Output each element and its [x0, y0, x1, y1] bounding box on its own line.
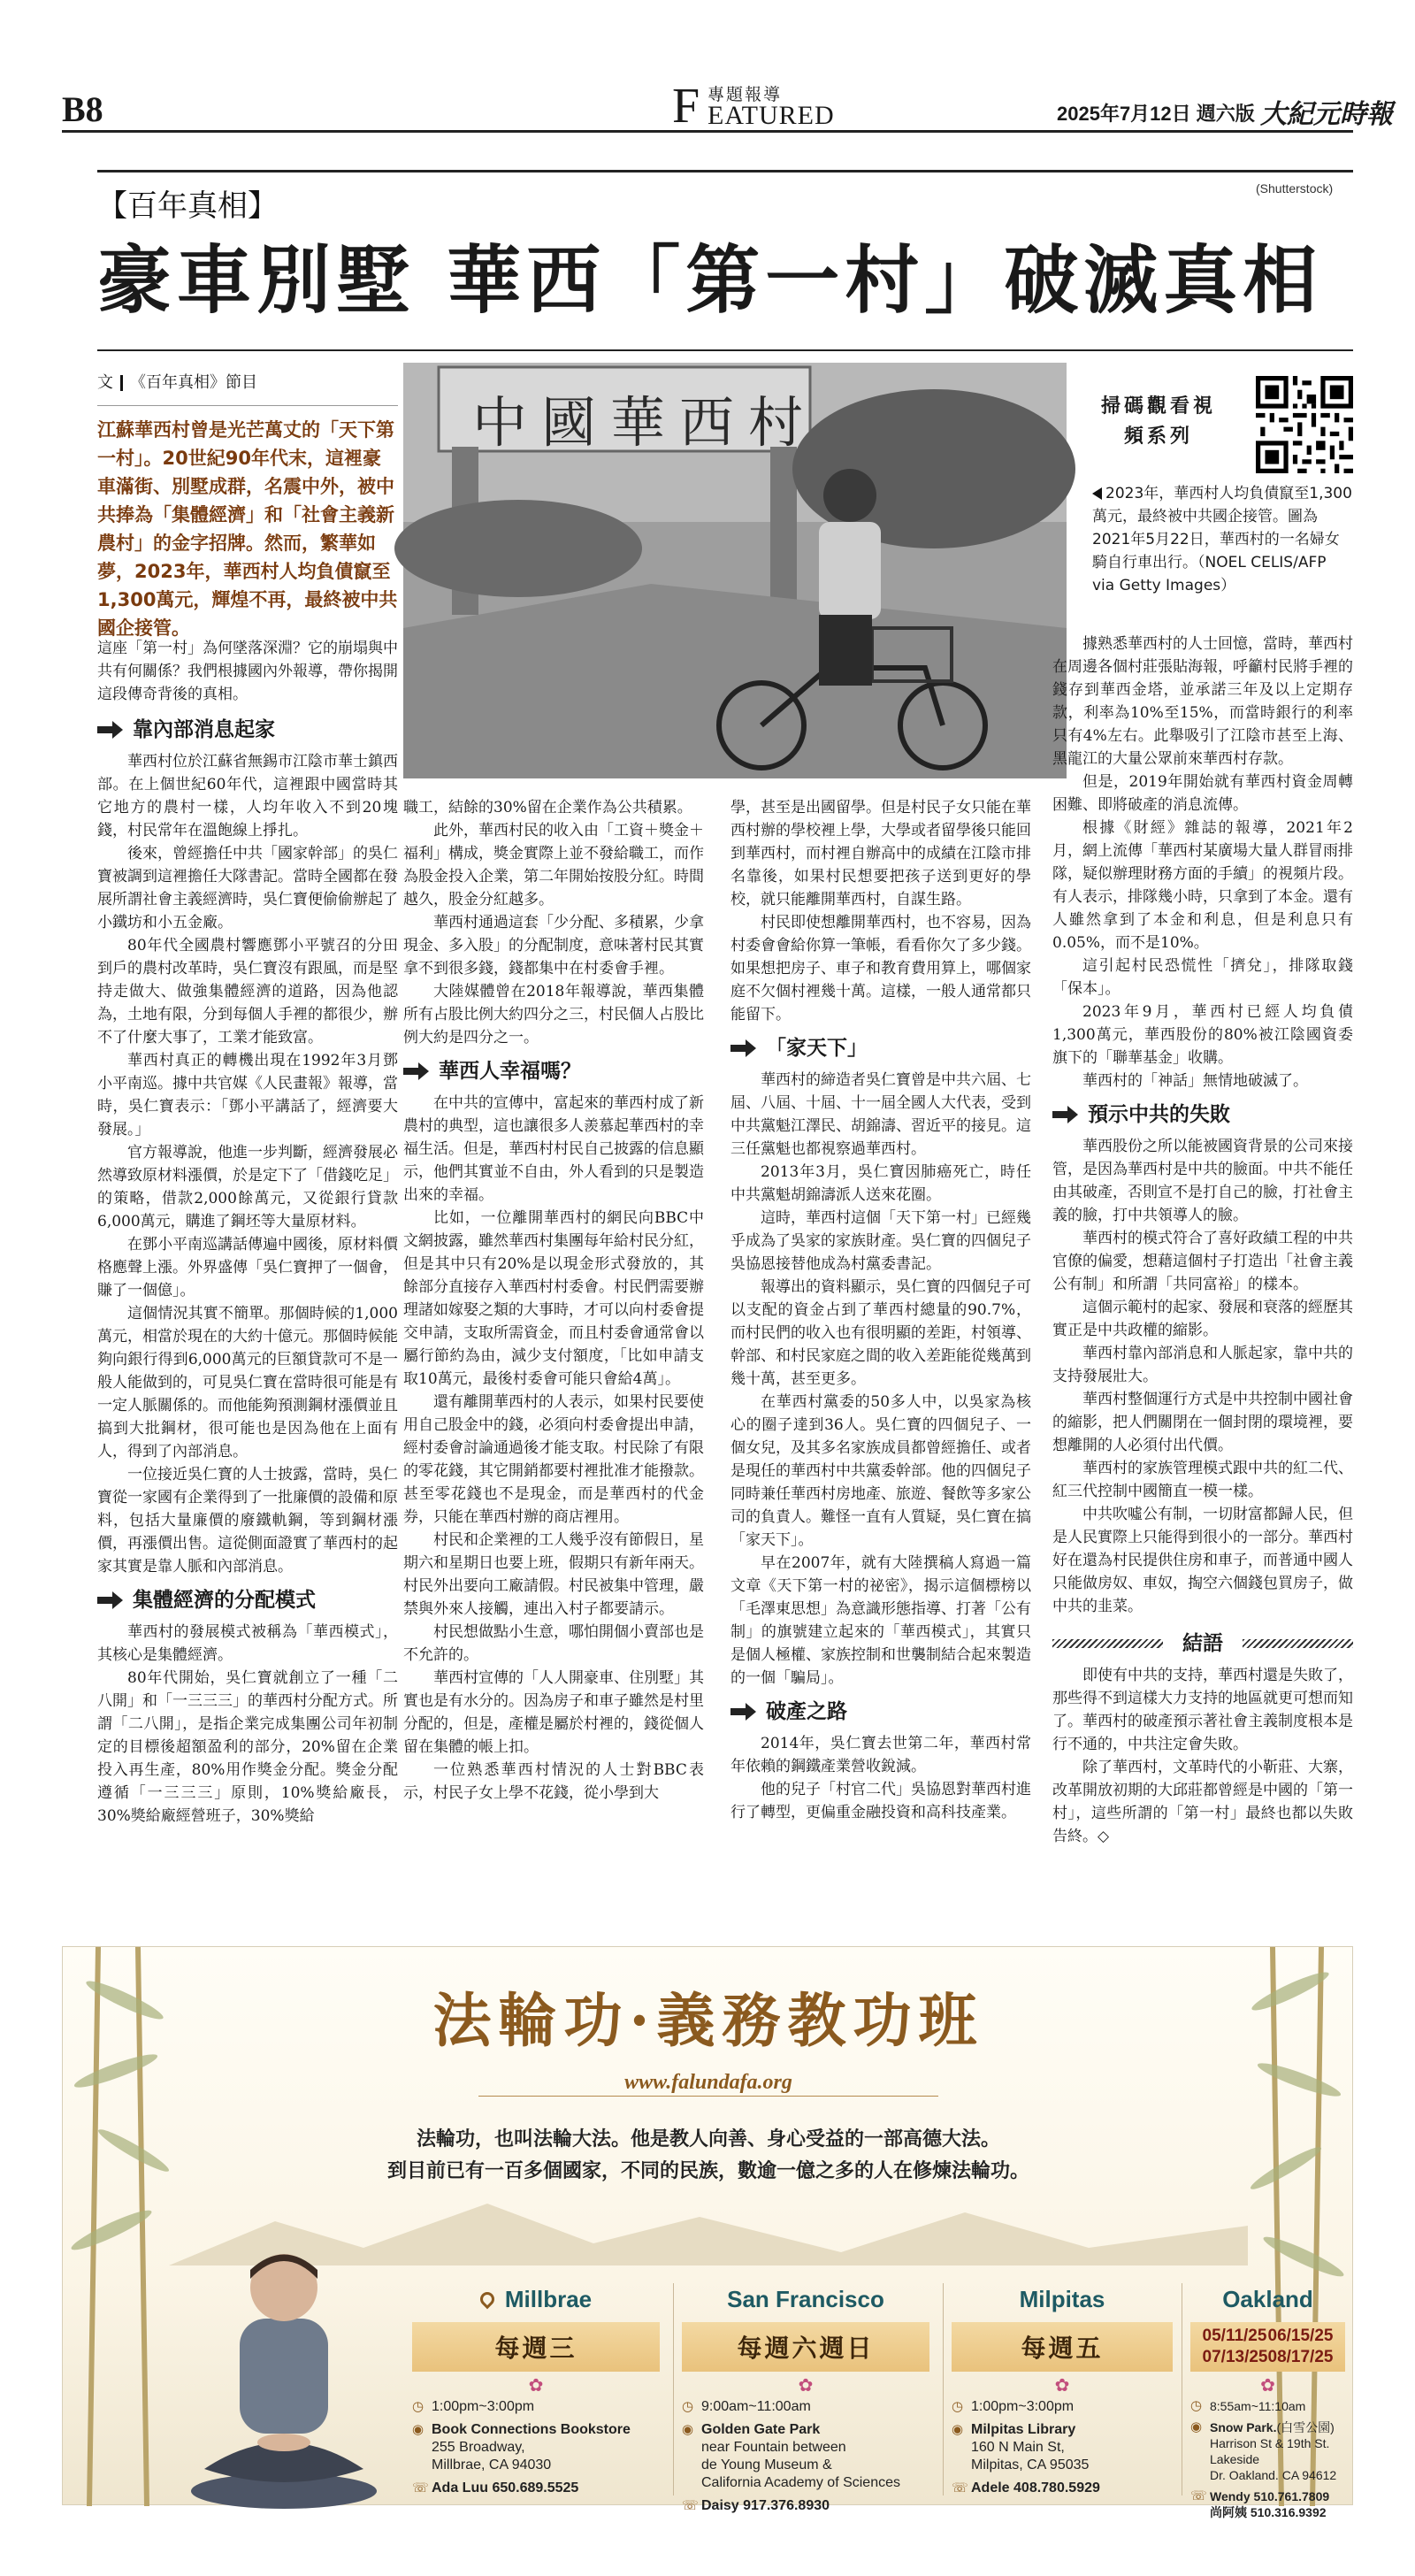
- venue-row: [952, 2421, 1173, 2474]
- subhead: [97, 718, 398, 741]
- subhead-text: 集體經濟的分配模式: [133, 1589, 316, 1612]
- paragraph: 這個示範村的起家、發展和衰落的經歷其實正是中共政權的縮影。: [1052, 1299, 1353, 1339]
- paragraph: 80年代全國農村響應鄧小平號召的分田到戶的農村改革時，吳仁寶沒有跟風，而是堅持走做大、做強集體經濟的道路，因為他認為，土地有限，分到每個人手裡的都很少，辦不了什麼大事了，工業才能致富。: [97, 937, 398, 1046]
- photo-caption: [1092, 482, 1353, 597]
- map-pin-icon: [478, 2289, 498, 2310]
- location-dates: [1190, 2322, 1345, 2372]
- location-city-label: Oakland: [1222, 2285, 1313, 2312]
- paragraph: 華西村位於江蘇省無錫市江陰市華士鎮西部。在上個世紀60年代，這裡跟中國當時其它地方的農村一樣，人均年收入不到20塊錢，村民常年在溫飽線上掙扎。: [97, 753, 398, 840]
- hatch-divider: [1052, 1639, 1163, 1648]
- location-details: [412, 2398, 660, 2497]
- paragraph: 此外，華西村民的收入由「工資＋獎金＋福利」構成，獎金實際上並不發給職工，而作為股金投入企業，第二年開始按股分紅。時間越久，股金分紅越多。: [403, 822, 704, 908]
- page-number: B8: [62, 89, 103, 129]
- class-date: 06/15/25: [1267, 2327, 1334, 2345]
- paragraph: 華西村的「神話」無情地破滅了。: [1082, 1072, 1308, 1090]
- location-city: [952, 2283, 1173, 2315]
- conclusion-heading-text: 結語: [1182, 1632, 1223, 1655]
- qr-block: [1092, 376, 1353, 482]
- contact-info[interactable]: Adele 408.780.5929: [971, 2480, 1100, 2496]
- venue-name: Book Connections Bookstore: [432, 2422, 631, 2437]
- phone-icon: ☏: [1190, 2488, 1207, 2503]
- location-schedule: 每週三: [412, 2322, 660, 2372]
- subhead-text: 華西人幸福嗎？: [439, 1060, 581, 1083]
- column-divider: [943, 2283, 944, 2496]
- venue-note: (白雪公園): [1276, 2420, 1335, 2434]
- paragraph: 根據《財經》雜誌的報導，2021年2月，網上流傳「華西村某廣場大量人群冒雨排隊，疑似辦理財務方面的手續」的視頻片段。有人表示，排隊幾小時，只拿到了本金。還有人雖然拿到了本金和利息，但是利息只有0.05%，而不是10%。: [1052, 819, 1353, 952]
- paragraph: 2013年3月，吳仁寶因肺癌死亡，時任中共黨魁胡錦濤派人送來花圈。: [730, 1163, 1031, 1204]
- arrow-right-icon: [97, 1591, 124, 1609]
- location-schedule: 每週五: [952, 2322, 1173, 2372]
- venue-address: Millbrae, CA 94030: [432, 2457, 552, 2472]
- time-row: [952, 2398, 1173, 2416]
- venue-address: near Fountain between: [701, 2440, 846, 2455]
- class-time: 1:00pm~3:00pm: [432, 2399, 535, 2414]
- subhead-text: 靠內部消息起家: [133, 718, 275, 741]
- venue-row: [682, 2421, 929, 2492]
- qr-label: 掃碼觀看視頻系列: [1100, 395, 1216, 448]
- location-city-label: Millbrae: [504, 2285, 593, 2312]
- paragraph: 華西村真正的轉機出現在1992年3月鄧小平南巡。據中共官媒《人民畫報》報導，當時，吳仁寶表示：「鄧小平講話了，經濟要大發展。」: [97, 1052, 398, 1138]
- arrow-right-icon: [730, 1703, 757, 1721]
- paragraph: 華西村的締造者吳仁寶曾是中共六屆、七屆、八屆、十屆、十一屆全國人大代表，受到中共黨魁江澤民、胡錦濤、習近平的接見。這三任黨魁也都視察過華西村。: [730, 1071, 1031, 1158]
- paragraph: 華西村宣傳的「人人開豪車、住別墅」其實也是有水分的。因為房子和車子雖然是村里分配的，但是，產權是屬於村裡的，錢從個人留在集體的帳上扣。: [403, 1669, 704, 1756]
- article-title: 豪車別墅 華西「第一村」破滅真相: [97, 236, 1323, 324]
- class-time: 8:55am~11:10am: [1210, 2399, 1306, 2413]
- paragraph: 華西村整個運行方式是中共控制中國社會的縮影，把人們關閉在一個封閉的環境裡，要想離開的人必須付出代價。: [1052, 1391, 1353, 1454]
- subhead-text: 破產之路: [766, 1700, 847, 1723]
- paragraph: 華西村的家族管理模式跟中共的紅二代、紅三代控制中國簡直一模一樣。: [1052, 1460, 1353, 1500]
- newspaper-masthead: 大紀元時報: [1260, 99, 1393, 130]
- time-row: [682, 2398, 929, 2416]
- article-kicker: 【百年真相】: [97, 188, 278, 224]
- article-lead: 江蘇華西村曾是光芒萬丈的「天下第一村」。20世紀90年代末，這裡豪車滿街、別墅成群，名震中外，被中共捧為「集體經濟」和「社會主義新農村」的金字招牌。然而，繁華如夢，2023年，華西村人均負債竄至1,300萬元，輝煌不再，最終被中共國企接管。: [97, 419, 398, 639]
- class-location-oakland: [1190, 2283, 1345, 2526]
- class-date: 07/13/25: [1202, 2348, 1268, 2366]
- issue-date: 2025年7月12日 週六版: [1057, 103, 1255, 125]
- qr-code-icon[interactable]: [1256, 376, 1353, 473]
- arrow-right-icon: [403, 1062, 430, 1080]
- venue-address: Harrison St & 19th St. Lakeside: [1210, 2436, 1330, 2466]
- paragraph: 這時，華西村這個「天下第一村」已經幾乎成為了吳家的家族財產。吳仁寶的四個兒子吳協恩接替他成為村黨委書記。: [730, 1209, 1031, 1273]
- paragraph: 在鄧小平南巡講話傳遍中國後，原材料價格應聲上漲。外界盛傳「吳仁寶押了一個會，賺了一個億」。: [97, 1236, 398, 1300]
- byline-divider: [120, 375, 123, 391]
- time-row: [1190, 2398, 1345, 2414]
- paragraph: 一位接近吳仁寶的人士披露，當時，吳仁寶從一家國有企業得到了一批廉價的設備和原料，包括大量廉價的廢鐵軌鋼，等到鋼材漲價，再漲價出售。這從側面證實了華西村的起家其實是靠人脈和內部消息。: [97, 1466, 398, 1576]
- paragraph: 一位熟悉華西村情況的人士對BBC表示，村民子女上學不花錢，從小學到大: [403, 1761, 704, 1802]
- subhead-text: 「家天下」: [766, 1037, 868, 1060]
- contact-row: [1190, 2488, 1345, 2520]
- class-time: 9:00am~11:00am: [701, 2399, 811, 2414]
- paragraph: 這引起村民恐慌性「擠兌」，排隊取錢「保本」。: [1052, 957, 1353, 998]
- ad-website-link[interactable]: www.falundafa.org: [624, 2071, 792, 2094]
- paragraph: 2023年9月，華西村已經人均負債1,300萬元，華西股份的80%被江陰國資委旗下的「聯華基金」收購。: [1052, 1003, 1353, 1067]
- paragraph: 村民和企業裡的工人幾乎沒有節假日，星期六和星期日也要上班，假期只有新年兩天。村民外出要向工廠請假。村民被集中管理，嚴禁與外來人接觸，連出入村子都要請示。: [403, 1531, 704, 1618]
- article-intro: 這座「第一村」為何墜落深淵？它的崩塌與中共有何關係？我們根據國內外報導，帶你揭開這段傳奇背後的真相。: [97, 640, 398, 703]
- location-details: [1190, 2398, 1345, 2520]
- byline: [97, 370, 398, 406]
- class-date: 05/11/25: [1202, 2327, 1267, 2345]
- paragraph: 即使有中共的支持，華西村還是失敗了，那些得不到這樣大力支持的地區就更可想而知了。華西村的破產預示著社會主義制度根本是行不通的，中共注定會失敗。: [1052, 1667, 1353, 1753]
- paragraph: 學，甚至是出國留學。但是村民子女只能在華西村辦的學校裡上學，大學或者留學後只能回到華西村，而村裡自辦高中的成績在江陰市排名靠後，如果村民想要把孩子送到更好的學校，就只能離開華西村，自謀生路。: [730, 799, 1031, 908]
- paragraph: 官方報導說，他進一步判斷，經濟發展必然導致原材料漲價，於是定下了「借錢吃足」的策略，借款2,000餘萬元，又從銀行貸款6,000萬元，購進了鋼坯等大量原材料。: [97, 1144, 398, 1230]
- location-icon: ◉: [952, 2422, 964, 2437]
- paragraph: 2014年，吳仁寶去世第二年，華西村常年依賴的鋼鐵產業營收銳減。: [730, 1735, 1031, 1775]
- location-icon: ◉: [1190, 2419, 1203, 2434]
- paragraph: 村民想做點小生意，哪怕開個小賣部也是不允許的。: [403, 1623, 704, 1664]
- byline-prefix: 文: [97, 373, 113, 392]
- location-city: [1190, 2283, 1345, 2315]
- location-details: [682, 2398, 929, 2515]
- paragraph: 據熟悉華西村的人士回憶，當時，華西村在周邊各個村莊張貼海報，呼籲村民將手裡的錢存到華西金塔，並承諾三年及以上定期存款，利率為10%至15%，而當時銀行的利率只有4%左右。此舉吸引了江陰市甚至上海、黑龍江的大量公眾前來華西村存款。: [1052, 635, 1353, 768]
- photo-sign-text: 中國華西村: [472, 390, 818, 455]
- paragraph: 在華西村黨委的50多人中，以吳家為核心的圈子達到36人。吳仁寶的四個兒子、一個女兒，及其多名家族成員都曾經擔任、或者是現任的華西村中共黨委幹部。他的四個兒子同時兼任華西村房地產、旅遊、餐飲等多家公司的負責人。難怪一直有人質疑，吳仁寶在搞「家天下」。: [730, 1393, 1031, 1549]
- venue-address: de Young Museum &: [701, 2457, 832, 2472]
- class-date: 08/17/25: [1267, 2348, 1334, 2366]
- subhead-text: 預示中共的失敗: [1088, 1103, 1230, 1126]
- class-location-milpitas: [952, 2283, 1173, 2503]
- paragraph: 華西村的發展模式被稱為「華西模式」，其核心是集體經濟。: [97, 1623, 398, 1664]
- location-city-label: San Francisco: [727, 2285, 884, 2312]
- class-time: 1:00pm~3:00pm: [971, 2399, 1075, 2414]
- paragraph: 中共吹噓公有制，一切財富都歸人民，但是人民實際上只能得到很小的一部分。華西村好在還為村民提供住房和車子，而普通中國人只能做房奴、車奴，掏空六個錢包買房子，做中共的韭菜。: [1052, 1506, 1353, 1615]
- paragraph: 華西村靠內部消息和人脈起家，靠中共的支持發展壯大。: [1052, 1345, 1353, 1385]
- venue-address: 255 Broadway,: [432, 2440, 525, 2455]
- contact-row: [682, 2497, 929, 2515]
- clock-icon: ◷: [1190, 2398, 1203, 2413]
- lotus-icon: ✿: [1260, 2374, 1275, 2396]
- contact-row: [952, 2480, 1173, 2497]
- subhead: [403, 1060, 704, 1083]
- venue-name: Golden Gate Park: [701, 2422, 821, 2437]
- ad-tagline-1: 法輪功，也叫法輪大法。他是教人向善、身心受益的一部高德大法。: [416, 2128, 1000, 2150]
- paragraph: 這個情況其實不簡單。那個時候的1,000萬元，相當於現在的大約十億元。那個時候能夠向銀行得到6,000萬元的巨額貸款可不是一般人能做到的，可見吳仁寶在當時很可能是有一定人脈關係的。而他能夠預測鋼材漲價並且搞到大批鋼材，很可能也是因為他在上面有人，得到了內部消息。: [97, 1305, 398, 1460]
- article-photo: [403, 363, 1067, 778]
- paragraph: 報導出的資料顯示，吳仁寶的四個兒子可以支配的資金占到了華西村總量的90.7%，而村民們的收入也有很明顯的差距，村領導、幹部、和村民家庭之間的收入差距能從幾萬到幾十萬，甚至更多。: [730, 1278, 1031, 1388]
- article-column-4: [1052, 632, 1353, 1848]
- location-city-label: Milpitas: [1019, 2285, 1105, 2312]
- column-divider: [673, 2283, 674, 2496]
- paragraph: 後來，曾經擔任中共「國家幹部」的吳仁寶被調到這裡擔任大隊書記。當時全國都在發展所謂社會主義經濟時，吳仁寶便偷偷辦起了小鐵坊和小五金廠。: [97, 845, 398, 932]
- venue-address: Milpitas, CA 95035: [971, 2457, 1090, 2472]
- phone-icon: ☏: [682, 2498, 699, 2513]
- location-details: [952, 2398, 1173, 2497]
- paragraph: 華西村通過這套「少分配、多積累，少拿現金、多入股」的分配制度，意味著村民其實拿不到很多錢，錢都集中在村委會手裡。: [403, 914, 704, 978]
- venue-address: California Academy of Sciences: [701, 2475, 900, 2490]
- conclusion-heading: [1052, 1632, 1353, 1655]
- arrow-right-icon: [97, 721, 124, 739]
- page-header: [62, 79, 1393, 134]
- paragraph: 除了華西村，文革時代的小靳莊、大寨，改革開放初期的大邱莊都曾經是中國的「第一村」，這些所謂的「第一村」最終也都以失敗告終。◇: [1052, 1759, 1353, 1845]
- contact-info[interactable]: Wendy 510.761.7809: [1210, 2489, 1330, 2503]
- paragraph: 在中共的宣傳中，富起來的華西村成了新農村的典型，這也讓很多人羨慕起華西村的幸福生活。但是，華西村村民自己披露的信息顯示，他們其實並不自由，外人看到的只是製造出來的幸福。: [403, 1094, 704, 1204]
- location-icon: ◉: [682, 2422, 694, 2437]
- location-icon: ◉: [412, 2422, 424, 2437]
- paragraph: 村民即使想離開華西村，也不容易，因為村委會會給你算一筆帳，看看你欠了多少錢。如果想把房子、車子和教育費用算上，哪個家庭不欠個村裡幾十萬。這樣，一般人通常都只能留下。: [730, 914, 1031, 1024]
- venue-row: [1190, 2419, 1345, 2483]
- lotus-icon: ✿: [798, 2374, 814, 2396]
- clock-icon: ◷: [682, 2399, 694, 2414]
- paragraph: 他的兒子「村官二代」吳協恩對華西村進行了轉型，更偏重金融投資和高科技產業。: [730, 1781, 1031, 1821]
- subhead: [730, 1700, 1031, 1723]
- location-city: [682, 2283, 929, 2315]
- location-city: [412, 2283, 660, 2315]
- class-location-san-francisco: [682, 2283, 929, 2520]
- contact-info[interactable]: Ada Luu 650.689.5525: [432, 2480, 579, 2496]
- paragraph: 早在2007年，就有大陸撰稿人寫過一篇文章《天下第一村的祕密》，揭示這個標榜以「毛澤東思想」為意識形態指導、打著「公有制」的旗號建立起來的「華西模式」，其實只是個人極權、家族控制和世襲制結合起來製造的一個「騙局」。: [730, 1554, 1031, 1687]
- hatch-divider: [1243, 1639, 1353, 1648]
- paragraph: 職工，結餘的30%留在企業作為公共積累。: [403, 799, 692, 816]
- ad-tagline-2: 到目前已有一百多個國家，不同的民族，數逾一億之多的人在修煉法輪功。: [386, 2160, 1029, 2182]
- clock-icon: ◷: [952, 2399, 964, 2414]
- location-schedule: 每週六週日: [682, 2322, 929, 2372]
- paragraph: 比如，一位離開華西村的網民向BBC中文網披露，雖然華西村集團每年給村民分紅，但是其中只有20%是以現金形式發放的，其餘部分直接存入華西村村委會。村民們需要辦理諸如嫁娶之類的大事時，才可以向村委會提交申請，支取所需資金，而且村委會通常會以屬行節約為由，減少支付額度，「比如申請支取10萬元，最後村委會可能只會給4萬」。: [403, 1209, 704, 1388]
- venue-row: [412, 2421, 660, 2474]
- paragraph: 華西股份之所以能被國資背景的公司來接管，是因為華西村是中共的臉面。中共不能任由其破產，否則宣不是打自己的臉，打社會主義的臉，打中共領導人的臉。: [1052, 1138, 1353, 1224]
- paragraph: 80年代開始，吳仁寶就創立了一種「二八開」和「一三三三」的華西村分配方式。所謂「二八開」，是指企業完成集團公司年初制定的目標後超額盈利的部分，20%留在企業投入再生產，80%用作獎金分配。獎金分配遵循「一三三三」原則，10%獎給廠長，30%獎給廠經營班子，30%獎給: [97, 1669, 398, 1825]
- contact-info[interactable]: Daisy 917.376.8930: [701, 2498, 830, 2513]
- url-underline: [478, 2096, 938, 2097]
- ad-title: 法輪功·義務教功班: [432, 1986, 984, 2055]
- clock-icon: ◷: [412, 2399, 424, 2414]
- article-column-3: [730, 796, 1031, 1824]
- phone-icon: ☏: [412, 2480, 429, 2496]
- article-column-1: [97, 708, 398, 1828]
- section-english: EATURED: [708, 101, 835, 130]
- paragraph: 大陸媒體曾在2018年報導說，華西集體所有占股比例大約四分之三，村民個人占股比例大約是四分之一。: [403, 983, 704, 1046]
- venue-address: 160 N Main St,: [971, 2440, 1065, 2455]
- venue-name: Milpitas Library: [971, 2422, 1076, 2437]
- contact-row: [412, 2480, 660, 2497]
- venue-name: Snow Park.: [1210, 2420, 1277, 2434]
- phone-icon: ☏: [952, 2480, 968, 2496]
- paragraph: 還有離開華西村的人表示，如果村民要使用自己股金中的錢，必須向村委會提出申請，經村委會討論通過後才能支取。村民除了有限的零花錢，其它開銷都要村裡批准才能撥款。甚至零花錢也不是現金，而是華西村的代金券，只能在華西村辦的商店裡用。: [403, 1393, 704, 1526]
- subhead: [730, 1037, 1031, 1060]
- arrow-right-icon: [730, 1039, 757, 1057]
- time-row: [412, 2398, 660, 2416]
- lotus-icon: ✿: [528, 2374, 544, 2396]
- section-initial: F: [672, 79, 700, 134]
- venue-address: Dr. Oakland. CA 94612: [1210, 2468, 1337, 2482]
- class-location-millbrae: [412, 2283, 660, 2503]
- byline-source: 《百年真相》節目: [130, 373, 257, 392]
- photo-credit: (Shutterstock): [1256, 181, 1334, 196]
- subhead: [1052, 1103, 1353, 1126]
- photo-caption-text: 2023年，華西村人均負債竄至1,300萬元，最終被中共國企接管。圖為2021年5月22日，華西村的一名婦女騎自行車出行。（NOEL CELIS/AFP via Getty Images）: [1092, 485, 1352, 594]
- contact-info[interactable]: 尚阿姨 510.316.9392: [1210, 2505, 1327, 2519]
- lotus-icon: ✿: [1054, 2374, 1070, 2396]
- article-column-2: [403, 796, 704, 1805]
- advertisement: [62, 1946, 1353, 2519]
- title-divider: [97, 349, 1353, 351]
- subhead: [97, 1589, 398, 1612]
- arrow-right-icon: [1052, 1106, 1079, 1123]
- section-label: [672, 80, 884, 133]
- caption-arrow-icon: [1092, 487, 1102, 500]
- paragraph: 但是，2019年開始就有華西村資金周轉困難、即將破產的消息流傳。: [1052, 773, 1353, 814]
- paragraph: 華西村的模式符合了喜好政績工程的中共官僚的偏愛，想藉這個村子打造出「社會主義公有制」和所謂「共同富裕」的樣本。: [1052, 1230, 1353, 1293]
- section-chinese: 專題報導: [708, 85, 783, 104]
- meditating-man-illustration: [187, 2239, 381, 2506]
